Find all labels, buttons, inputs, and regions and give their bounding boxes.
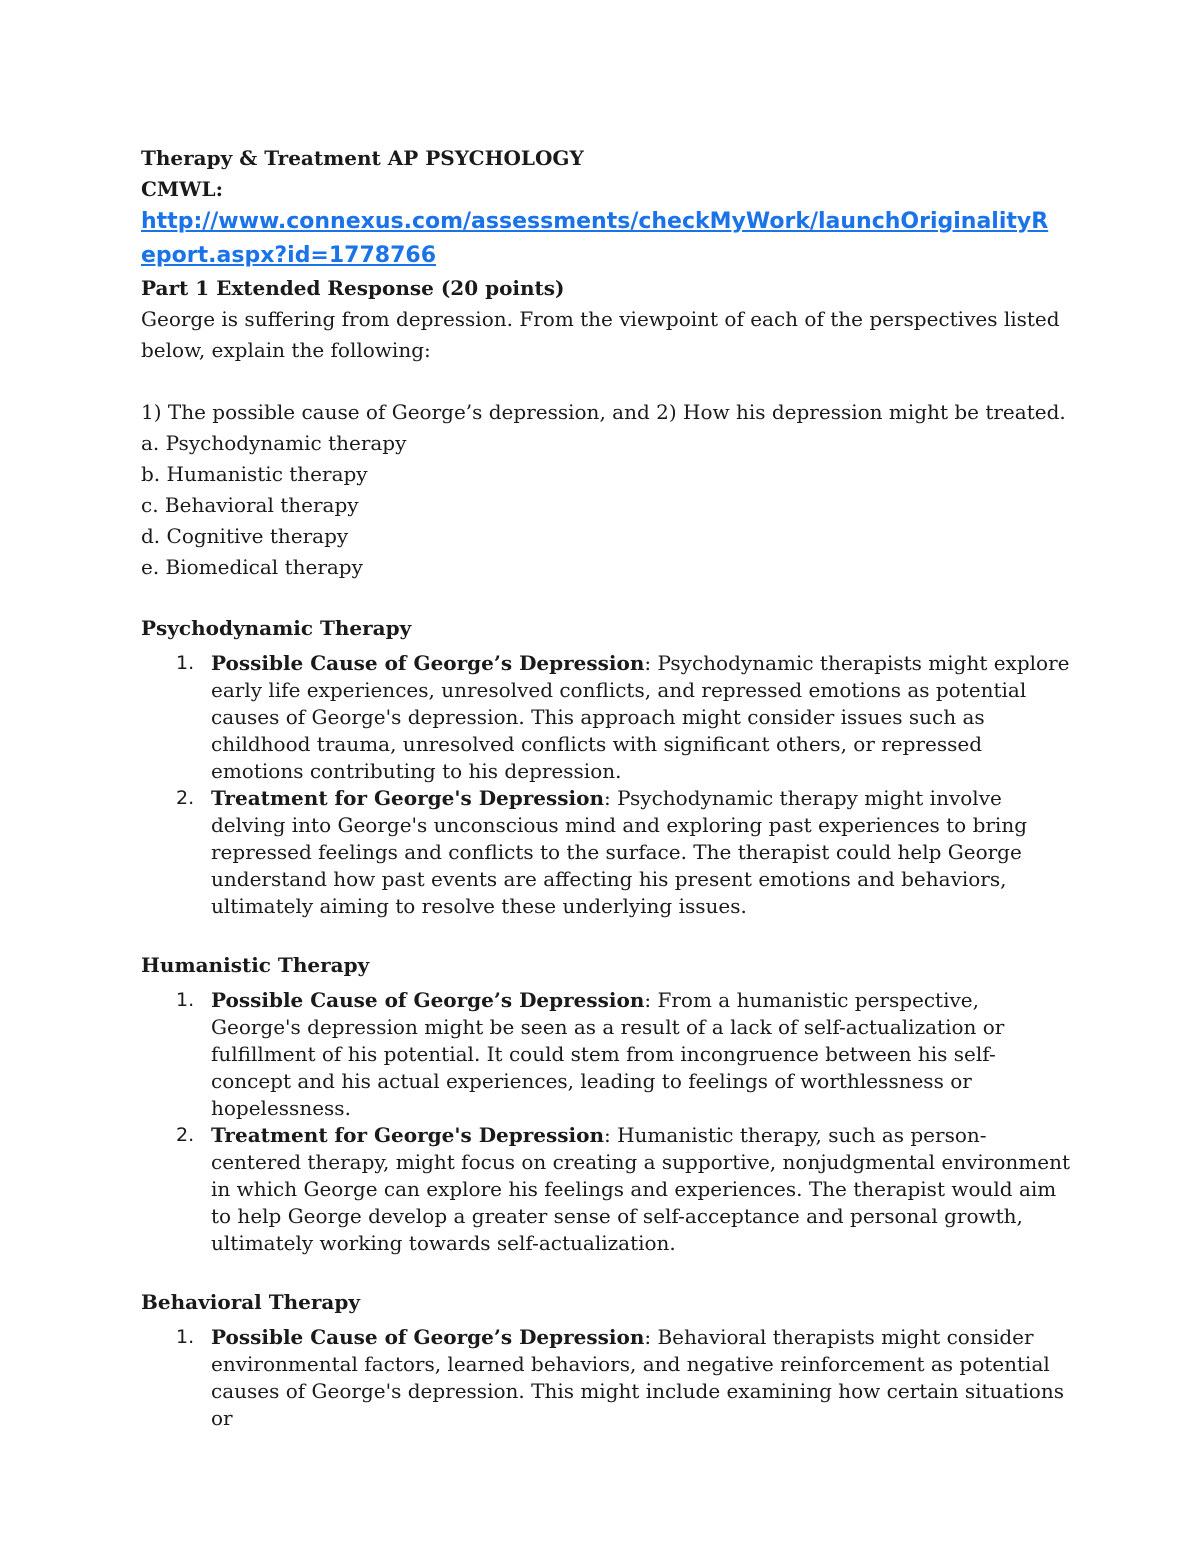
option-item: d. Cognitive therapy [141, 524, 349, 548]
section-psychodynamic [141, 613, 1070, 920]
part-heading: Part 1 Extended Response (20 points) [141, 276, 565, 300]
option-item: c. Behavioral therapy [141, 493, 359, 517]
list-item [141, 650, 1071, 785]
item-text: : Behavioral therapists might consider environmental factors, learned behaviors, and negative reinforcement as potential causes of George's depression. This might include examining how certain situations or [211, 1325, 1064, 1430]
section-title: Humanistic Therapy [141, 953, 370, 977]
section-list [141, 1324, 1064, 1432]
originality-report-link[interactable]: http://www.connexus.com/assessments/checkMyWork/launchOriginalityReport.aspx?id=1778766 [141, 209, 1049, 268]
section-list [141, 650, 1070, 920]
section-list [141, 987, 1071, 1257]
list-item [141, 785, 1071, 920]
item-label: Treatment for George's Depression [211, 1123, 605, 1147]
item-label: Possible Cause of George’s Depression [211, 988, 645, 1012]
section-title: Psychodynamic Therapy [141, 616, 412, 640]
list-item [141, 1324, 1071, 1432]
document-title: Therapy & Treatment AP PSYCHOLOGY [141, 146, 584, 170]
spacer [141, 366, 1061, 397]
option-item: e. Biomedical therapy [141, 555, 363, 579]
section-humanistic [141, 950, 1071, 1257]
item-text: : Humanistic therapy, such as person-centered therapy, might focus on creating a supportive, nonjudgmental environment in which George can explore his feelings and experiences. The therapist would aim to help George develop a greater sense of self-acceptance and personal growth, ultimately working towards self-actualization. [211, 1123, 1071, 1255]
document-body [141, 143, 1071, 1432]
list-number: 1. [176, 989, 195, 1011]
item-label: Possible Cause of George’s Depression [211, 1325, 645, 1349]
item-text: : Psychodynamic therapy might involve delving into George's unconscious mind and exploring past experiences to bring repressed feelings and conflicts to the surface. The therapist could help George understand how past events are affecting his present emotions and behaviors, ultimately aiming to resolve these underlying issues. [211, 786, 1028, 918]
item-text: : Psychodynamic therapists might explore early life experiences, unresolved conflicts, and repressed emotions as potential causes of George's depression. This approach might consider issues such as childhood trauma, unresolved conflicts with significant others, or repressed emotions contributing to his depression. [211, 651, 1070, 783]
prompt-text-line-1: George is suffering from depression. From the viewpoint of each of the perspectives listed [141, 307, 1060, 331]
list-item [141, 987, 1071, 1122]
list-number: 2. [176, 787, 195, 809]
list-item [141, 1122, 1071, 1257]
prompt-text-line-2: below, explain the following: [141, 338, 431, 362]
cmwl-label: CMWL: [141, 177, 223, 201]
list-number: 1. [176, 652, 195, 674]
item-text: : From a humanistic perspective, George's depression might be seen as a result of a lack of self-actualization or fulfillment of his potential. It could stem from incongruence between his self-concept and his actual experiences, leading to feelings of worthlessness or hopelessness. [211, 988, 1005, 1120]
option-item: b. Humanistic therapy [141, 462, 368, 486]
list-number: 2. [176, 1124, 195, 1146]
item-label: Treatment for George's Depression [211, 786, 605, 810]
section-title: Behavioral Therapy [141, 1290, 360, 1314]
section-behavioral [141, 1287, 1064, 1432]
item-label: Possible Cause of George’s Depression [211, 651, 645, 675]
prompt-question: 1) The possible cause of George’s depression, and 2) How his depression might be treated. [141, 400, 1066, 424]
option-item: a. Psychodynamic therapy [141, 431, 407, 455]
list-number: 1. [176, 1326, 195, 1348]
